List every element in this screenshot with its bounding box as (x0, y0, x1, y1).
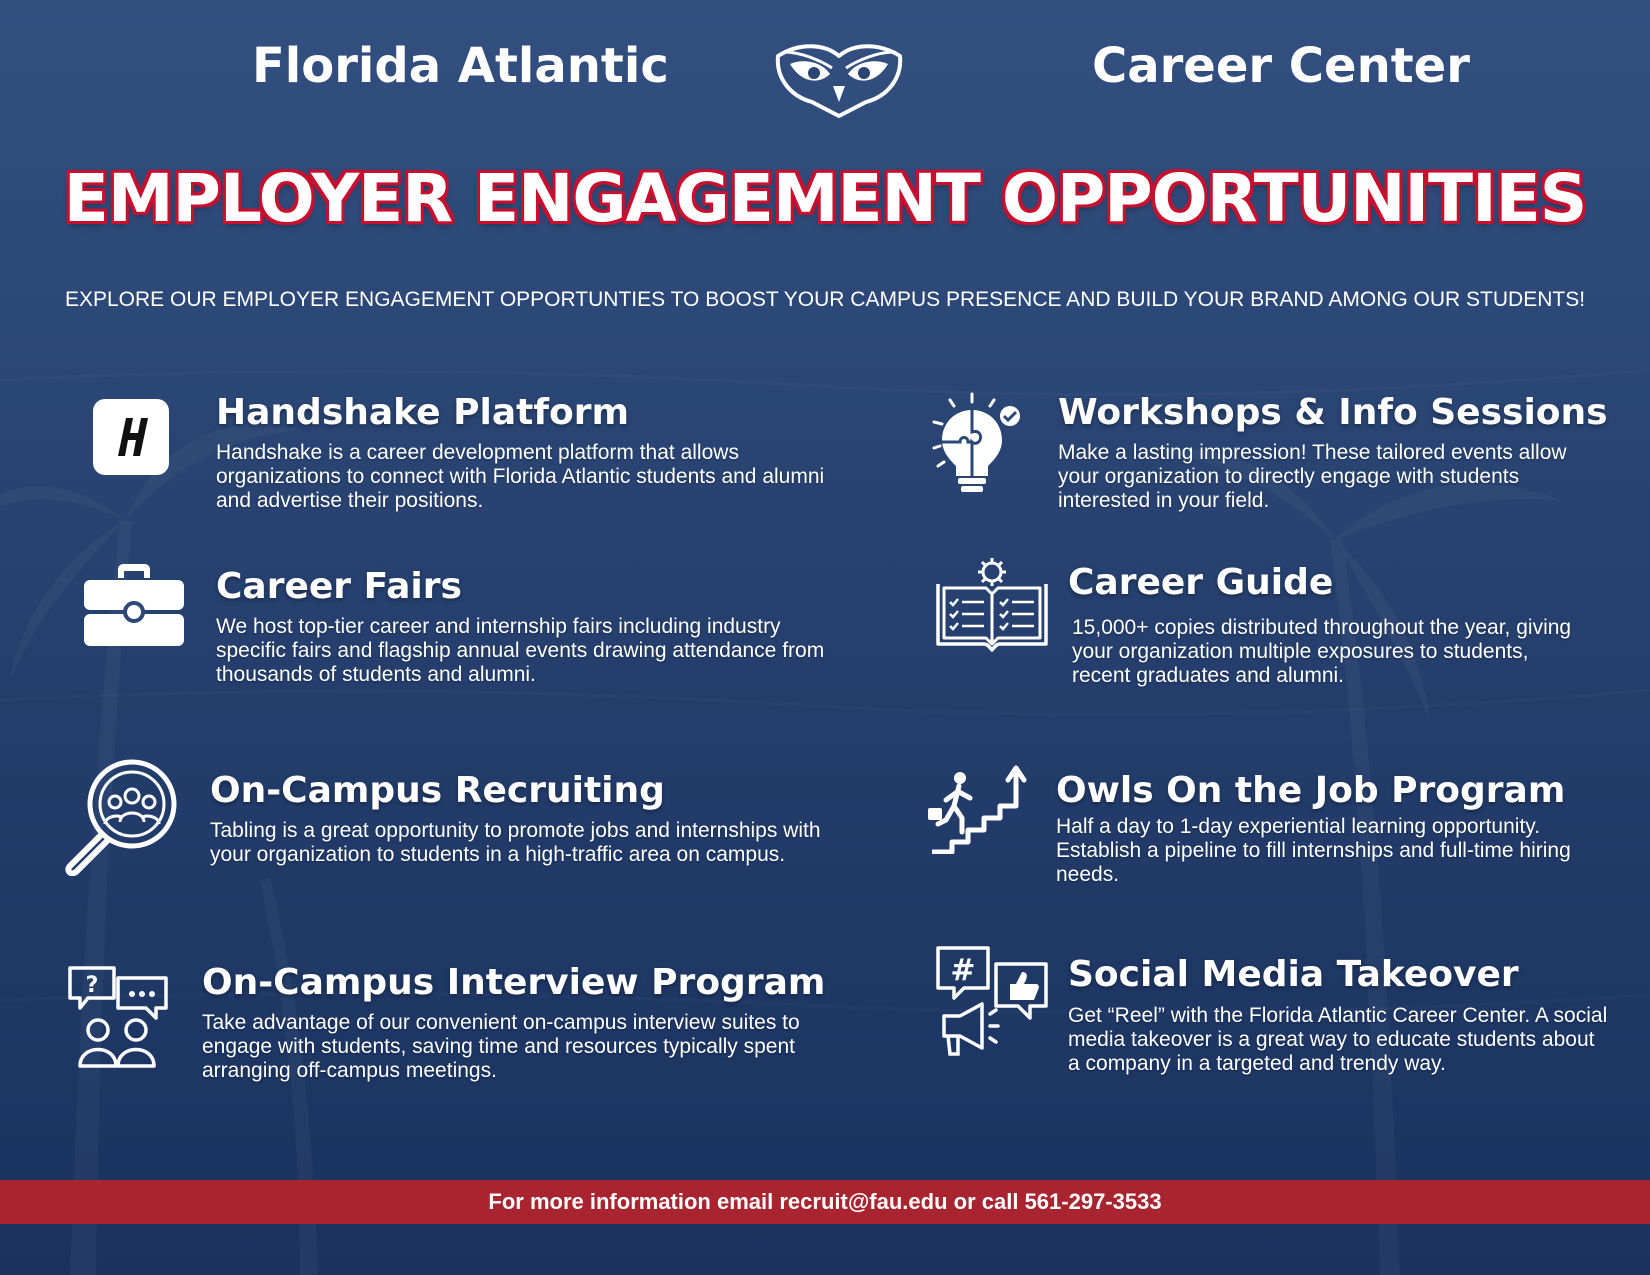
item-title: Workshops & Info Sessions (1058, 392, 1608, 433)
item-description: Tabling is a great opportunity to promote jobs and internships with your organization to students in a high-traffic area on campus. (210, 819, 821, 866)
magnifier-people-icon (60, 758, 178, 876)
owl-logo-icon (770, 38, 908, 118)
footer-prefix: For more information email (488, 1189, 780, 1214)
item-description: Get “Reel” with the Florida Atlantic Career Center. A social media takeover is a great way to educate students about a company in a targeted and trendy way. (1068, 1004, 1608, 1075)
item-title: Career Fairs (216, 566, 462, 607)
footer-bar (0, 1180, 1650, 1224)
stairs-climber-icon (926, 762, 1034, 854)
handshake-logo-icon (92, 398, 170, 476)
item-description: Handshake is a career development platform that allows organizations to connect with Florida Atlantic students and alumni and advertise their positions. (216, 441, 825, 512)
header-career-center: Career Center (1092, 38, 1470, 94)
social-media-icon (934, 944, 1050, 1056)
page-title: EMPLOYER ENGAGEMENT OPPORTUNITIES (63, 160, 1587, 237)
item-description: Half a day to 1-day experiential learning opportunity. Establish a pipeline to fill internships and full-time hiring needs. (1056, 815, 1571, 886)
open-book-checklist-icon (934, 558, 1050, 654)
item-title: On-Campus Recruiting (210, 770, 665, 811)
footer-contact-text (488, 1189, 1161, 1215)
item-title: Owls On the Job Program (1056, 770, 1566, 811)
item-description: Make a lasting impression! These tailored events allow your organization to directly engage with students interested in your field. (1058, 441, 1567, 512)
briefcase-icon (84, 564, 184, 646)
footer-middle: or call (947, 1189, 1025, 1214)
svg-text:?: ? (85, 973, 99, 998)
footer-phone-link[interactable]: 561-297-3533 (1024, 1189, 1162, 1214)
item-description: Take advantage of our convenient on-campus interview suites to engage with students, saving time and resources typically spent arranging off-campus meetings. (202, 1011, 800, 1082)
page-subtitle: EXPLORE OUR EMPLOYER ENGAGEMENT OPPORTUNTIES TO BOOST YOUR CAMPUS PRESENCE AND BUILD YOUR BRAND AMONG OUR STUDENTS! (64, 288, 1586, 311)
lightbulb-puzzle-icon (932, 392, 1024, 496)
chat-people-icon (66, 964, 170, 1070)
item-title: On-Campus Interview Program (202, 962, 826, 1003)
header-florida-atlantic: Florida Atlantic (252, 38, 669, 94)
item-title: Career Guide (1068, 562, 1334, 603)
item-title: Handshake Platform (216, 392, 629, 433)
footer-email-link[interactable]: recruit@fau.edu (779, 1189, 948, 1214)
item-description: 15,000+ copies distributed throughout the year, giving your organization multiple exposures to students, recent graduates and alumni. (1072, 616, 1572, 687)
item-description: We host top-tier career and internship fairs including industry specific fairs and flagship annual events drawing attendance from thousands of students and alumni. (216, 615, 825, 686)
svg-text:#: # (950, 953, 976, 988)
item-title: Social Media Takeover (1068, 954, 1519, 995)
